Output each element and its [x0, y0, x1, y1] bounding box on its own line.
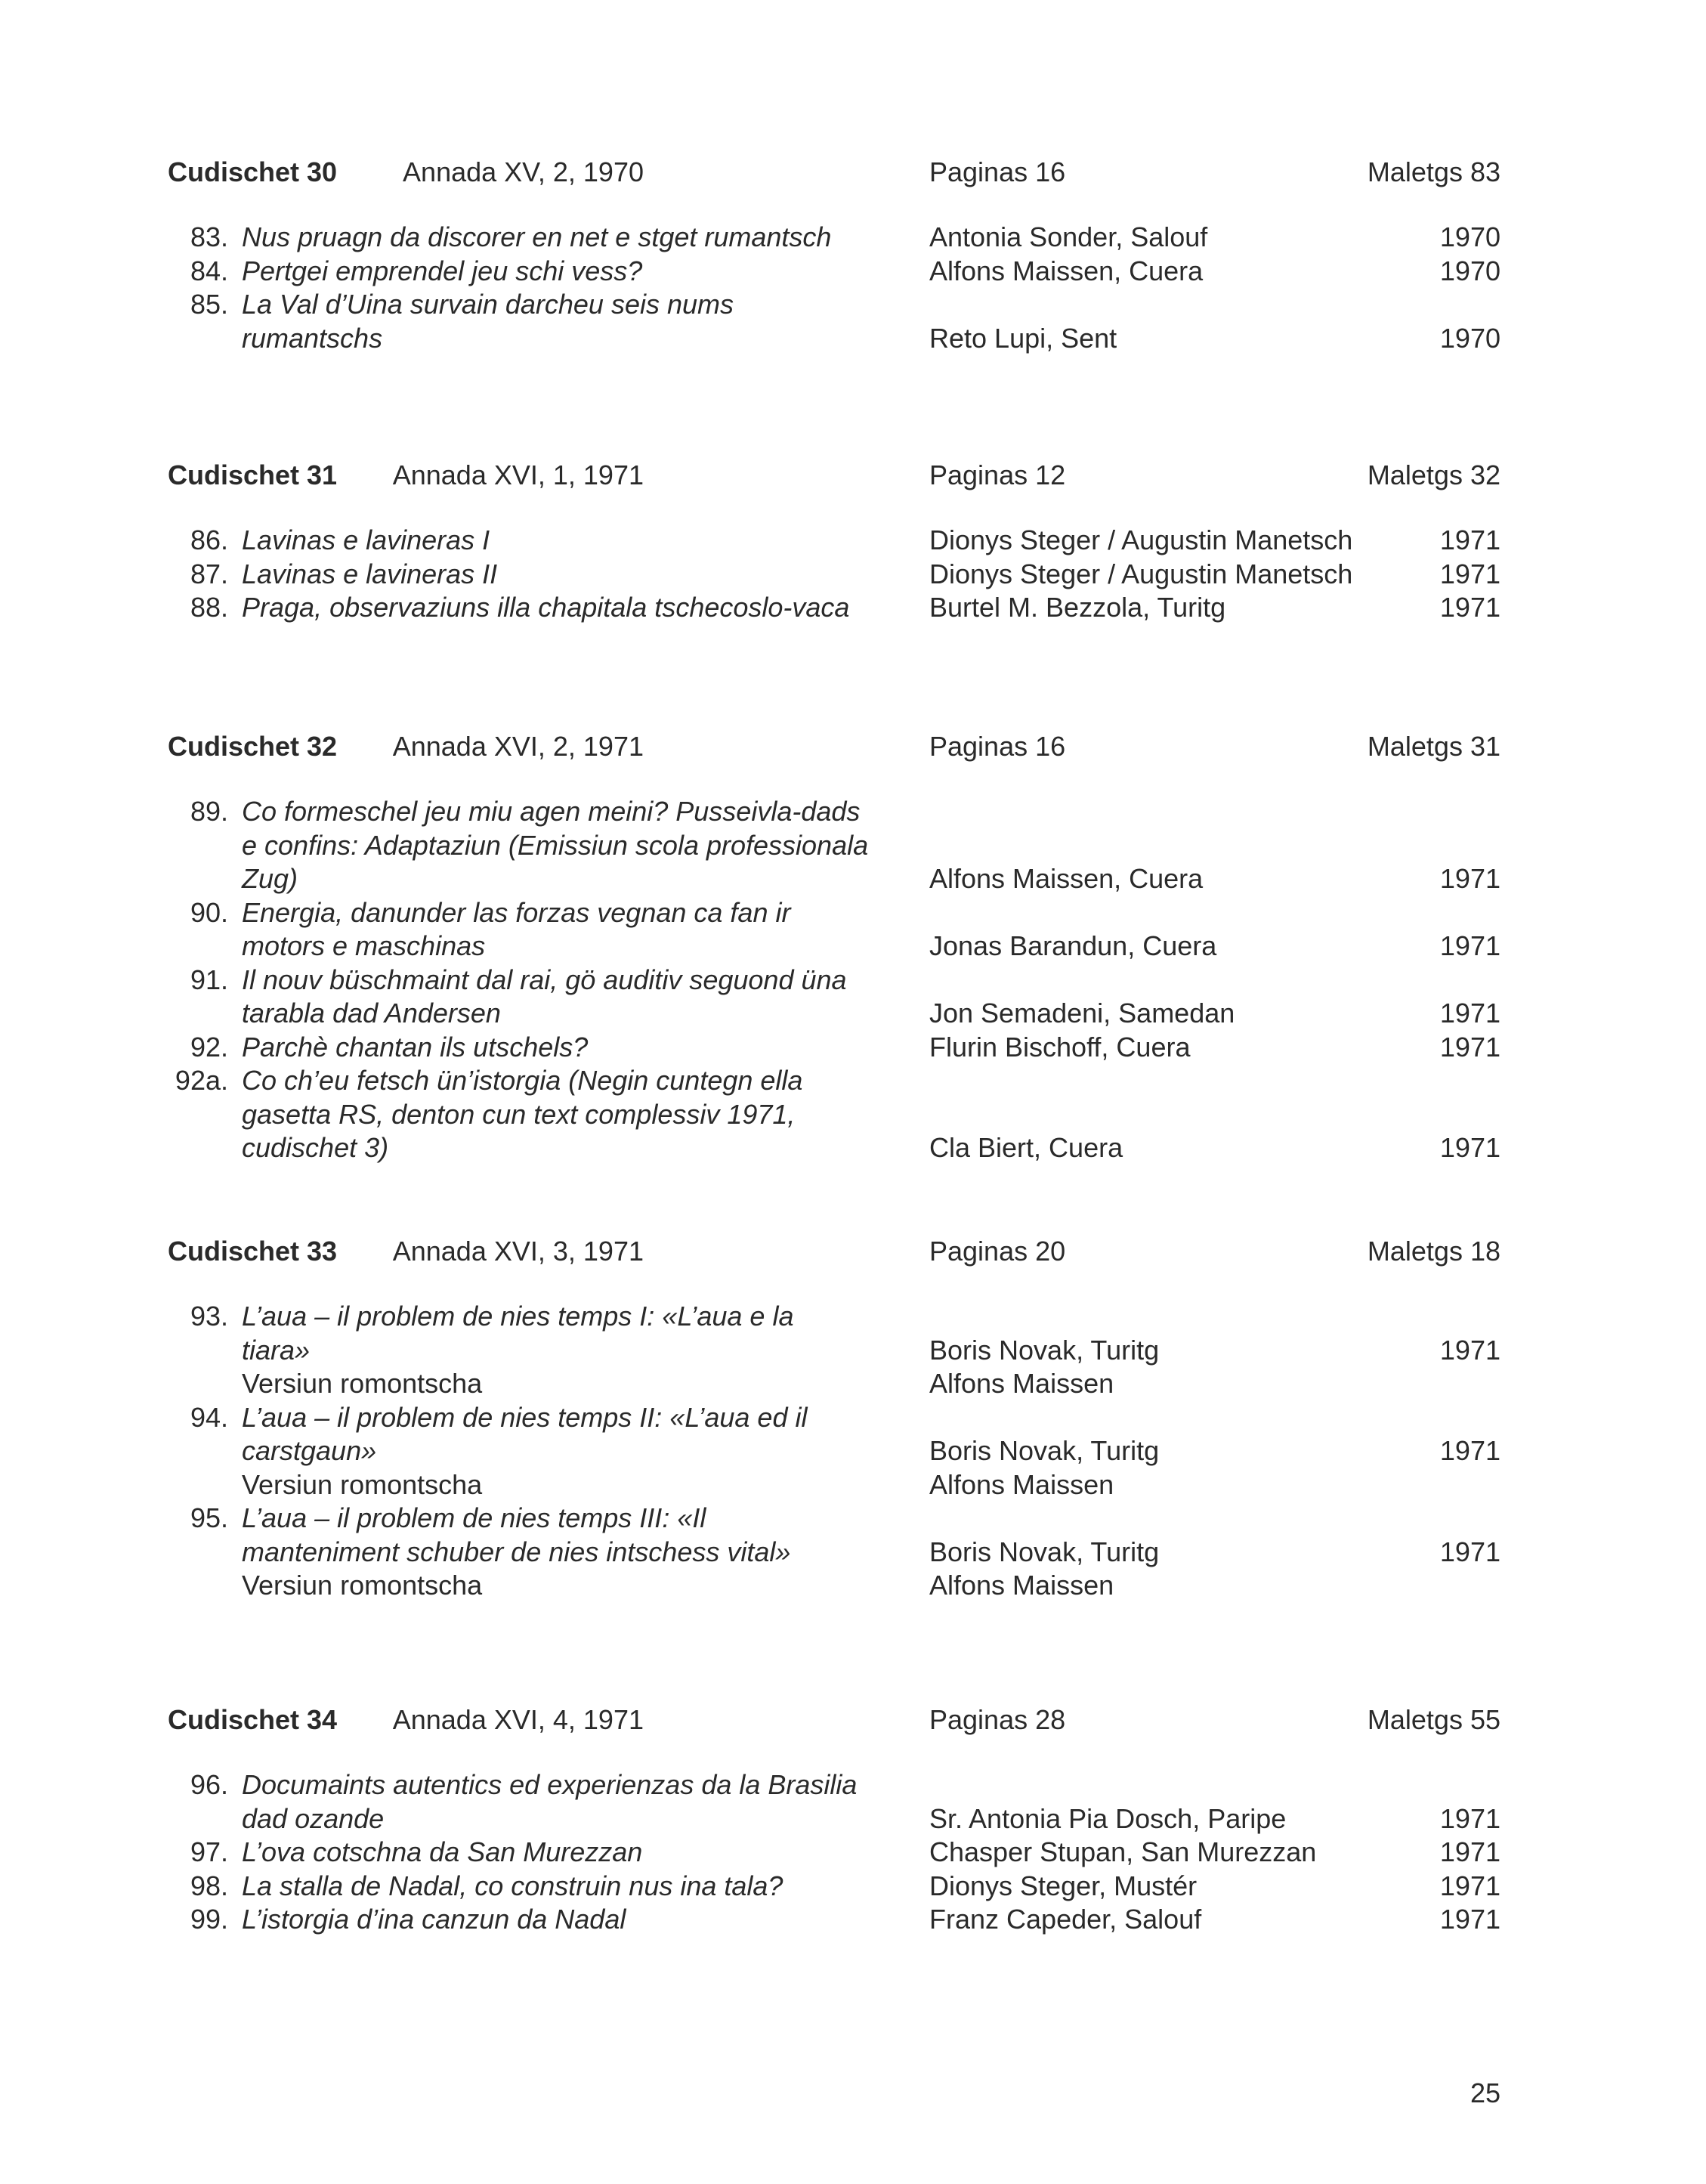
list-item: [168, 1300, 1500, 1367]
entry-author: Jon Semadeni, Samedan: [929, 998, 1235, 1029]
entry-author: Burtel M. Bezzola, Turitg: [929, 592, 1226, 623]
section-title: Cudischet 34: [168, 1704, 338, 1735]
section-title: Cudischet 30: [168, 156, 338, 187]
entry-title: Lavinas e lavineras I: [242, 524, 490, 555]
entry-subtitle: Versiun romontscha: [242, 1570, 483, 1601]
section-header: [168, 459, 1500, 504]
entry-author: Boris Novak, Turitg: [929, 1536, 1160, 1567]
section-header: [168, 156, 1500, 201]
entry-number: 97.: [190, 1836, 228, 1867]
entry-subtitle: Versiun romontscha: [242, 1368, 483, 1399]
entry-year: 1971: [1439, 592, 1500, 623]
list-item: [168, 1401, 1500, 1468]
section-header: [168, 1235, 1500, 1280]
section-paginas: Paginas 12: [929, 459, 1066, 490]
entry-author: Flurin Bischoff, Cuera: [929, 1031, 1191, 1063]
entry-year: 1971: [1439, 1031, 1500, 1063]
entry-number: 91.: [190, 964, 228, 995]
entry-title: Parchè chantan ils utschels?: [242, 1031, 589, 1063]
entry-year: 1971: [1439, 1836, 1500, 1867]
list-item: [168, 1031, 1500, 1065]
entry-year: 1970: [1439, 322, 1500, 354]
entry-title: La stalla de Nadal, co construin nus ina tala?: [242, 1870, 783, 1901]
entry-year: 1971: [1439, 930, 1500, 961]
list-item: [168, 964, 1500, 1031]
entry-number: 92.: [190, 1031, 228, 1063]
entry-author: Alfons Maissen, Cuera: [929, 863, 1204, 894]
entry-year: 1971: [1439, 1870, 1500, 1901]
entry-number: 93.: [190, 1301, 228, 1332]
list-item: [168, 1870, 1500, 1904]
entry-title: Documaints autentics ed experienzas da la Brasilia dad ozande: [242, 1769, 858, 1834]
list-item-subline: [168, 1569, 1500, 1603]
entry-title: Il nouv büschmaint dal rai, gö auditiv seguond üna tarabla dad Andersen: [242, 964, 847, 1029]
entry-title: Praga, observaziuns illa chapitala tschecoslo-vaca: [242, 592, 850, 623]
entry-year: 1971: [1439, 1132, 1500, 1163]
list-item: [168, 795, 1500, 896]
list-item: [168, 221, 1500, 255]
section-cudischet-33: [168, 1235, 1500, 1603]
section-paginas: Paginas 28: [929, 1704, 1066, 1735]
section-cudischet-34: [168, 1703, 1500, 1937]
entry-title: Pertgei emprendel jeu schi vess?: [242, 255, 643, 286]
section-cudischet-32: [168, 730, 1500, 1165]
entry-year: 1971: [1439, 1904, 1500, 1935]
entry-title: L’aua – il problem de nies temps II: «L’aua ed il carstgaun»: [242, 1401, 808, 1466]
section-annada: Annada XVI, 4, 1971: [392, 1704, 644, 1735]
entry-author: Cla Biert, Cuera: [929, 1132, 1123, 1163]
entry-number: 98.: [190, 1870, 228, 1901]
entry-author: Chasper Stupan, San Murezzan: [929, 1836, 1317, 1867]
list-item: [168, 1903, 1500, 1937]
section-maletgs: Maletgs 32: [1367, 459, 1500, 490]
list-item: [168, 591, 1500, 625]
list-item: [168, 1502, 1500, 1569]
section-annada: Annada XVI, 3, 1971: [392, 1236, 644, 1267]
list-item: [168, 524, 1500, 558]
entry-year: 1971: [1439, 1334, 1500, 1366]
entry-title: Energia, danunder las forzas vegnan ca fan ir motors e maschinas: [242, 896, 791, 961]
list-item-subline: [168, 1468, 1500, 1502]
list-item: [168, 255, 1500, 289]
list-item: [168, 1768, 1500, 1836]
entry-title: Nus pruagn da discorer en net e stget rumantsch: [242, 221, 832, 252]
entry-number: 95.: [190, 1502, 228, 1533]
entry-title: Co ch’eu fetsch ün’istorgia (Negin cuntegn ella gasetta RS, denton cun text complessiv 1971, cudischet 3): [242, 1065, 803, 1163]
section-header: [168, 730, 1500, 775]
entry-title: La Val d’Uina survain darcheu seis nums rumantschs: [242, 289, 734, 354]
entry-number: 87.: [190, 558, 228, 589]
section-maletgs: Maletgs 83: [1367, 156, 1500, 187]
section-title: Cudischet 31: [168, 459, 338, 490]
section-cudischet-31: [168, 459, 1500, 625]
entry-translator: Alfons Maissen: [929, 1368, 1114, 1399]
section-paginas: Paginas 20: [929, 1236, 1066, 1267]
entry-number: 99.: [190, 1904, 228, 1935]
entry-year: 1971: [1439, 1435, 1500, 1466]
entry-author: Reto Lupi, Sent: [929, 322, 1117, 354]
entry-number: 86.: [190, 524, 228, 555]
entry-number: 94.: [190, 1401, 228, 1433]
list-item: [168, 1836, 1500, 1870]
entry-title: L’istorgia d’ina canzun da Nadal: [242, 1904, 626, 1935]
entry-number: 90.: [190, 896, 228, 928]
entry-title: Co formeschel jeu miu agen meini? Pusseivla-dads e confins: Adaptaziun (Emissiun scola professionala Zug): [242, 796, 869, 894]
section-maletgs: Maletgs 18: [1367, 1236, 1500, 1267]
entry-author: Boris Novak, Turitg: [929, 1435, 1160, 1466]
entry-author: Sr. Antonia Pia Dosch, Paripe: [929, 1802, 1287, 1834]
list-item: [168, 1064, 1500, 1165]
entry-year: 1971: [1439, 1536, 1500, 1567]
entry-author: Dionys Steger, Mustér: [929, 1870, 1198, 1901]
page-number: 25: [1470, 2077, 1500, 2108]
section-maletgs: Maletgs 31: [1367, 731, 1500, 762]
entry-author: Boris Novak, Turitg: [929, 1334, 1160, 1366]
entry-number: 83.: [190, 221, 228, 252]
section-title: Cudischet 32: [168, 731, 338, 762]
list-item-subline: [168, 1367, 1500, 1401]
entry-number: 88.: [190, 592, 228, 623]
entry-year: 1971: [1439, 998, 1500, 1029]
entry-title: L’aua – il problem de nies temps I: «L’aua e la tiara»: [242, 1301, 794, 1366]
entry-year: 1970: [1439, 255, 1500, 286]
entry-translator: Alfons Maissen: [929, 1468, 1114, 1500]
section-paginas: Paginas 16: [929, 156, 1066, 187]
list-item: [168, 896, 1500, 964]
entry-year: 1971: [1439, 558, 1500, 589]
entry-year: 1971: [1439, 524, 1500, 555]
entry-author: Dionys Steger / Augustin Manetsch: [929, 524, 1353, 555]
list-item: [168, 288, 1500, 355]
section-annada: Annada XVI, 2, 1971: [392, 731, 644, 762]
section-cudischet-30: [168, 156, 1500, 355]
entry-title: L’ova cotschna da San Murezzan: [242, 1836, 643, 1867]
entry-author: Franz Capeder, Salouf: [929, 1904, 1202, 1935]
entry-number: 92a.: [175, 1065, 228, 1096]
section-header: [168, 1703, 1500, 1749]
entry-number: 96.: [190, 1769, 228, 1800]
entry-number: 89.: [190, 796, 228, 827]
section-annada: Annada XVI, 1, 1971: [392, 459, 644, 490]
list-item: [168, 558, 1500, 592]
entry-title: L’aua – il problem de nies temps III: «Il manteniment schuber de nies intschess vital»: [242, 1502, 791, 1567]
entry-year: 1970: [1439, 221, 1500, 252]
entry-author: Alfons Maissen, Cuera: [929, 255, 1204, 286]
section-annada: Annada XV, 2, 1970: [403, 156, 644, 187]
entry-translator: Alfons Maissen: [929, 1570, 1114, 1601]
section-title: Cudischet 33: [168, 1236, 338, 1267]
entry-author: Antonia Sonder, Salouf: [929, 221, 1208, 252]
entry-title: Lavinas e lavineras II: [242, 558, 498, 589]
entry-number: 85.: [190, 289, 228, 320]
entry-year: 1971: [1439, 1802, 1500, 1834]
entry-author: Dionys Steger / Augustin Manetsch: [929, 558, 1353, 589]
entry-subtitle: Versiun romontscha: [242, 1468, 483, 1500]
section-maletgs: Maletgs 55: [1367, 1704, 1500, 1735]
entry-author: Jonas Barandun, Cuera: [929, 930, 1217, 961]
section-paginas: Paginas 16: [929, 731, 1066, 762]
entry-number: 84.: [190, 255, 228, 286]
entry-year: 1971: [1439, 863, 1500, 894]
